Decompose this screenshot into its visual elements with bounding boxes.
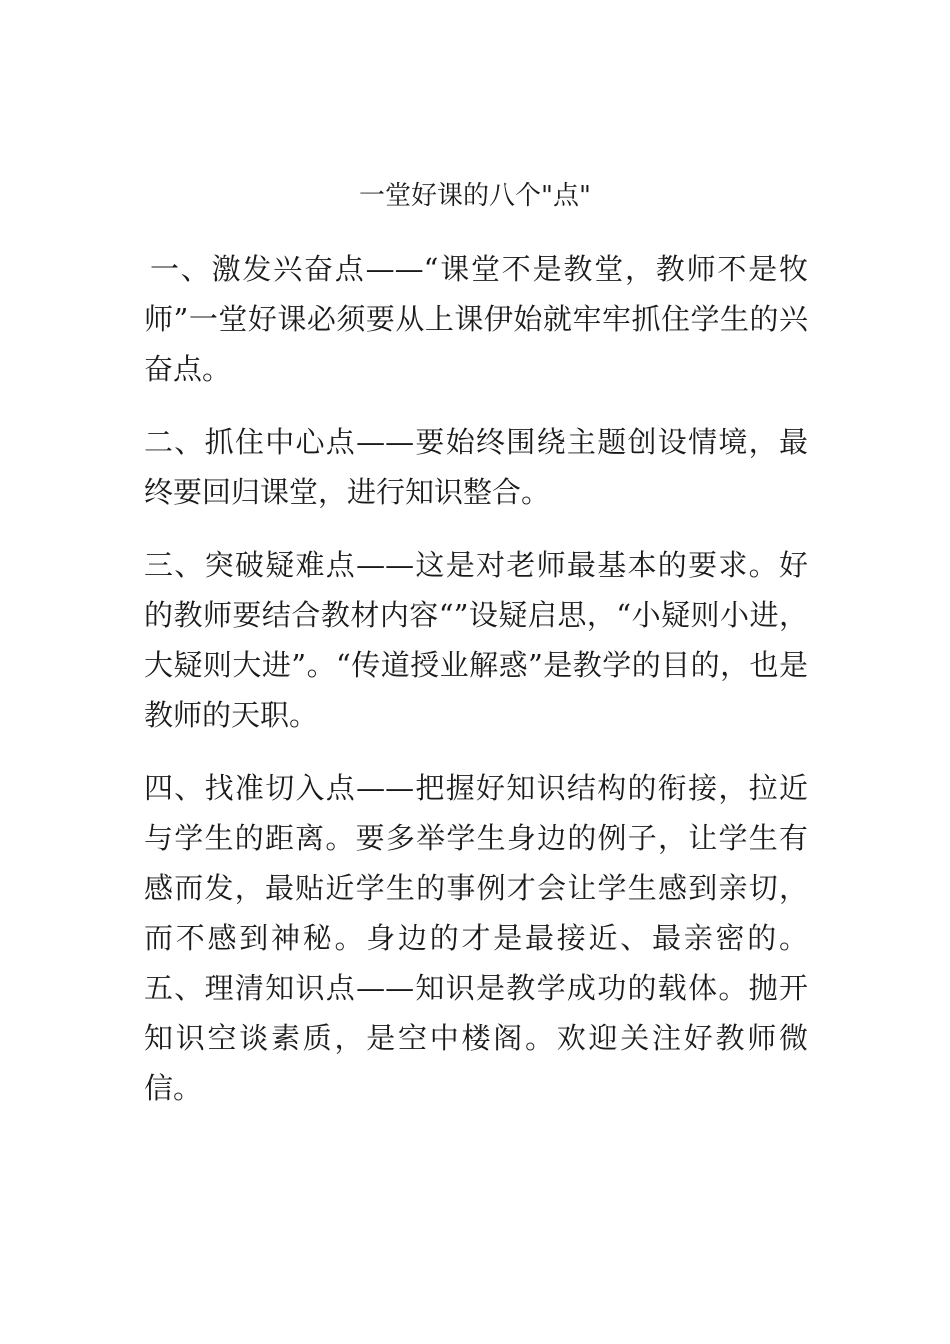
paragraph-4: 四、找准切入点——把握好知识结构的衔接，拉近与学生的距离。要多举学生身边的例子，让学生有感而发，最贴近学生的事例才会让学生感到亲切，而不感到神秘。身边的才是最接近、最亲密的。五、理清知识点——知识是教学成功的载体。抛开知识空谈素质，是空中楼阁。欢迎关注好教师微信。 bbox=[144, 771, 808, 1105]
paragraph-3: 三、突破疑难点——这是对老师最基本的要求。好的教师要结合教材内容“”设疑启思，“小疑则小进，大疑则大进”。“传道授业解惑”是教学的目的，也是教师的天职。 bbox=[144, 548, 808, 732]
paragraph-1: 一、激发兴奋点——“课堂不是教堂，教师不是牧师”一堂好课必须要从上课伊始就牢牢抓住学生的兴奋点。 bbox=[144, 252, 808, 386]
document-body bbox=[144, 244, 808, 1136]
document-title: 一堂好课的八个"点" bbox=[359, 181, 591, 211]
paragraph-2: 二、抓住中心点——要始终围绕主题创设情境，最终要回归课堂，进行知识整合。 bbox=[144, 425, 808, 509]
